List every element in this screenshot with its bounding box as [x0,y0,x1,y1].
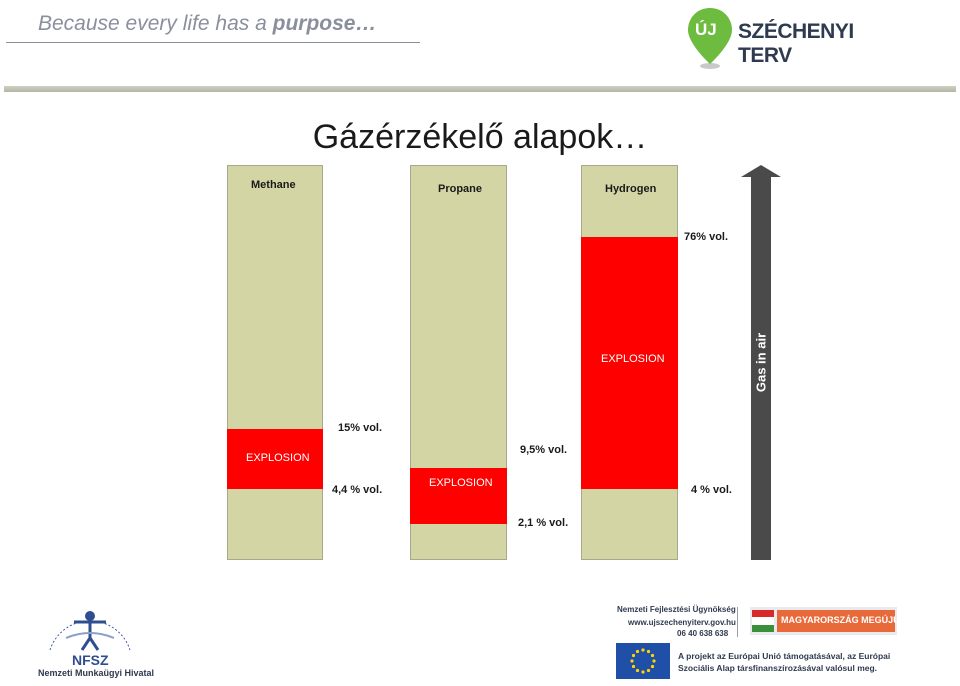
logo-name: SZÉCHENYI TERV [738,20,854,67]
arrow-up-icon [741,165,781,177]
eu-text-line2: Szociális Alap társfinanszírozásával valósul meg. [678,663,878,673]
methane-lower-label: 4,4 % vol. [332,484,383,496]
hungary-badge [750,607,906,635]
eu-text-line1: A projekt az Európai Unió támogatásával, az Európai [678,651,891,661]
hydrogen-upper-label: 76% vol. [684,231,729,243]
footer-divider [737,607,738,637]
methane-label: Methane [251,179,296,191]
nfsz-name: Nemzeti Munkaügyi Hivatal [38,668,155,678]
nfsz-emblem-icon [36,592,144,654]
methane-zone-label: EXPLOSION [246,452,310,464]
nfsz-logo [36,592,155,680]
agency-url[interactable]: www.ujszechenyiterv.gov.hu [628,618,736,627]
szechenyi-logo [686,6,902,72]
hydrogen-label: Hydrogen [605,183,657,195]
methane-column [227,165,323,560]
propane-lower-label: 2,1 % vol. [518,517,569,529]
hydrogen-lower-label: 4 % vol. [691,484,732,496]
header-divider [4,86,956,92]
hydrogen-zone-label: EXPLOSION [601,353,665,365]
methane-upper-label: 15% vol. [338,422,383,434]
propane-zone-label: EXPLOSION [429,477,493,489]
agency-phone: 06 40 638 638 [677,629,729,638]
propane-upper-label: 9,5% vol. [520,444,568,456]
tagline-plain: Because every life has a [38,12,273,35]
hungarian-flag-icon [752,610,774,632]
propane-label: Propane [438,183,483,195]
tagline-bold: purpose… [272,12,377,35]
slide-title: Gázérzékelő alapok… [312,118,648,156]
hungary-badge-text: MAGYARORSZÁG MEGÚJUL [781,615,906,625]
eu-flag [616,643,670,679]
gas-in-air-label: Gas in air [753,332,769,393]
agency-name: Nemzeti Fejlesztési Ügynökség [617,605,736,614]
tagline [38,12,376,36]
nfsz-abbr: NFSZ [72,652,109,668]
tagline-underline [6,42,420,43]
logo-badge: ÚJ [695,20,717,39]
eu-stars-icon [616,643,670,679]
